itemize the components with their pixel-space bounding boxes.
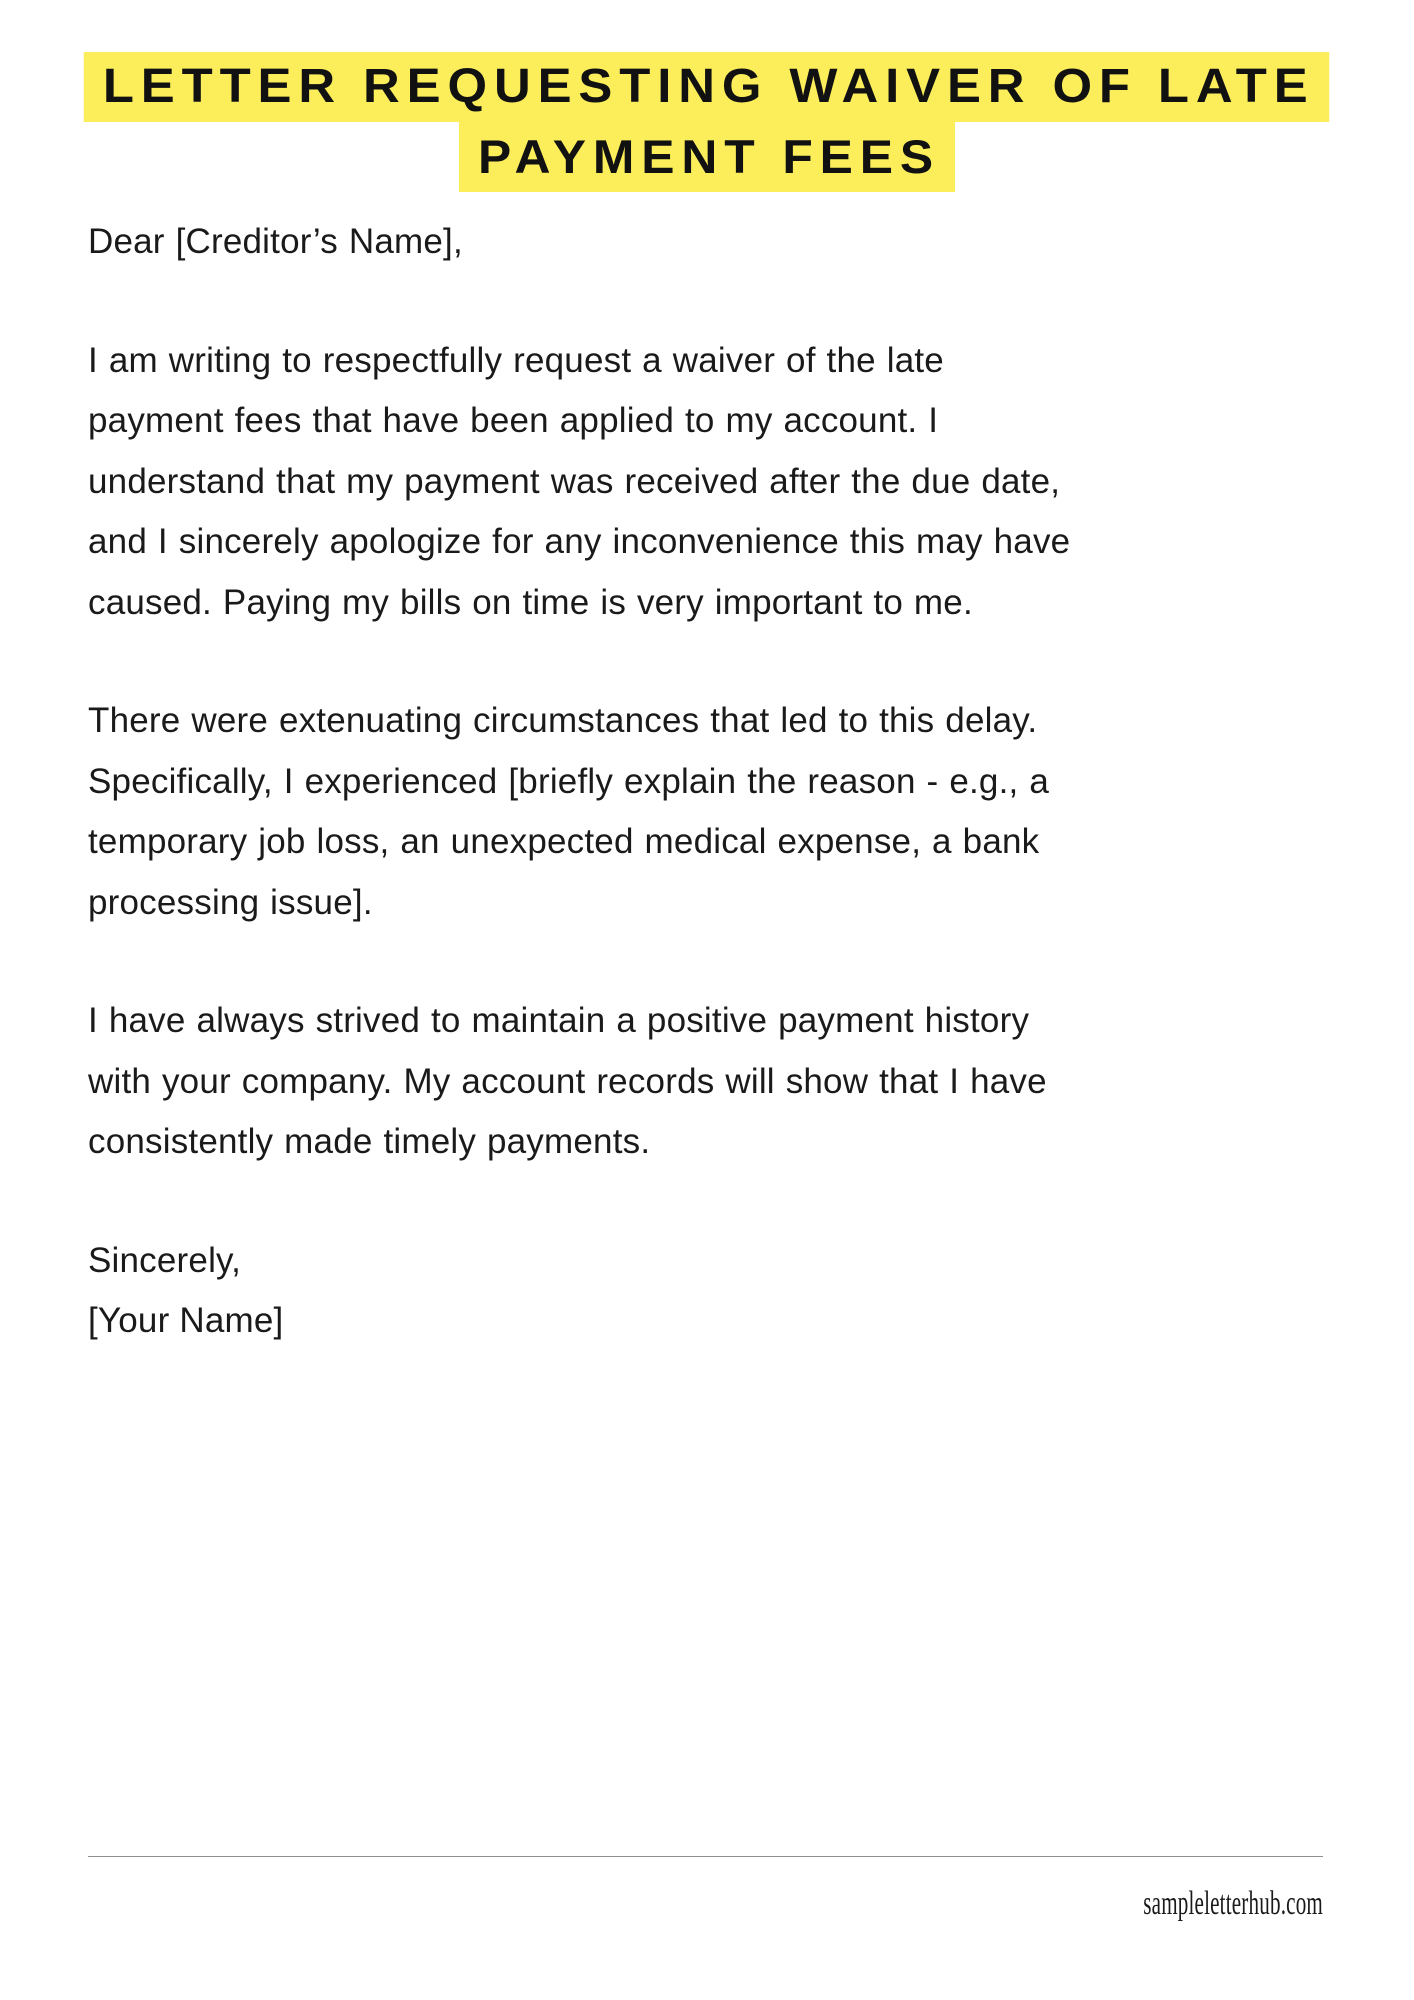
body-paragraph-1: I am writing to respectfully request a waiver of the late payment fees that have been applied to my account. I understand that my payment was received after the due date, and I sincerely apologize for any inconvenience this may have caused. Paying my bills on time is very important to me. <box>88 340 1071 622</box>
page-title-line-2: PAYMENT FEES <box>459 122 955 192</box>
signature-name: [Your Name] <box>88 1301 284 1340</box>
footer-divider <box>88 1856 1323 1857</box>
valediction: Sincerely, <box>88 1240 242 1280</box>
page-title-line-1: LETTER REQUESTING WAIVER OF LATE <box>84 52 1330 122</box>
letter-body <box>88 212 1088 1352</box>
page-title <box>0 52 1414 192</box>
body-paragraph-3: I have always strived to maintain a positive payment history with your company. My account records will show that I have consistently made timely payments. <box>88 1001 1047 1161</box>
body-paragraph-2: There were extenuating circumstances that led to this delay. Specifically, I experienced [briefly explain the reason - e.g., a temporary job loss, an unexpected medical expense, a bank processing issue]. <box>88 701 1050 922</box>
salutation: Dear [Creditor’s Name], <box>88 222 463 261</box>
site-watermark: sampleletterhub.com <box>1143 1885 1323 1922</box>
footer <box>88 1856 1323 1923</box>
